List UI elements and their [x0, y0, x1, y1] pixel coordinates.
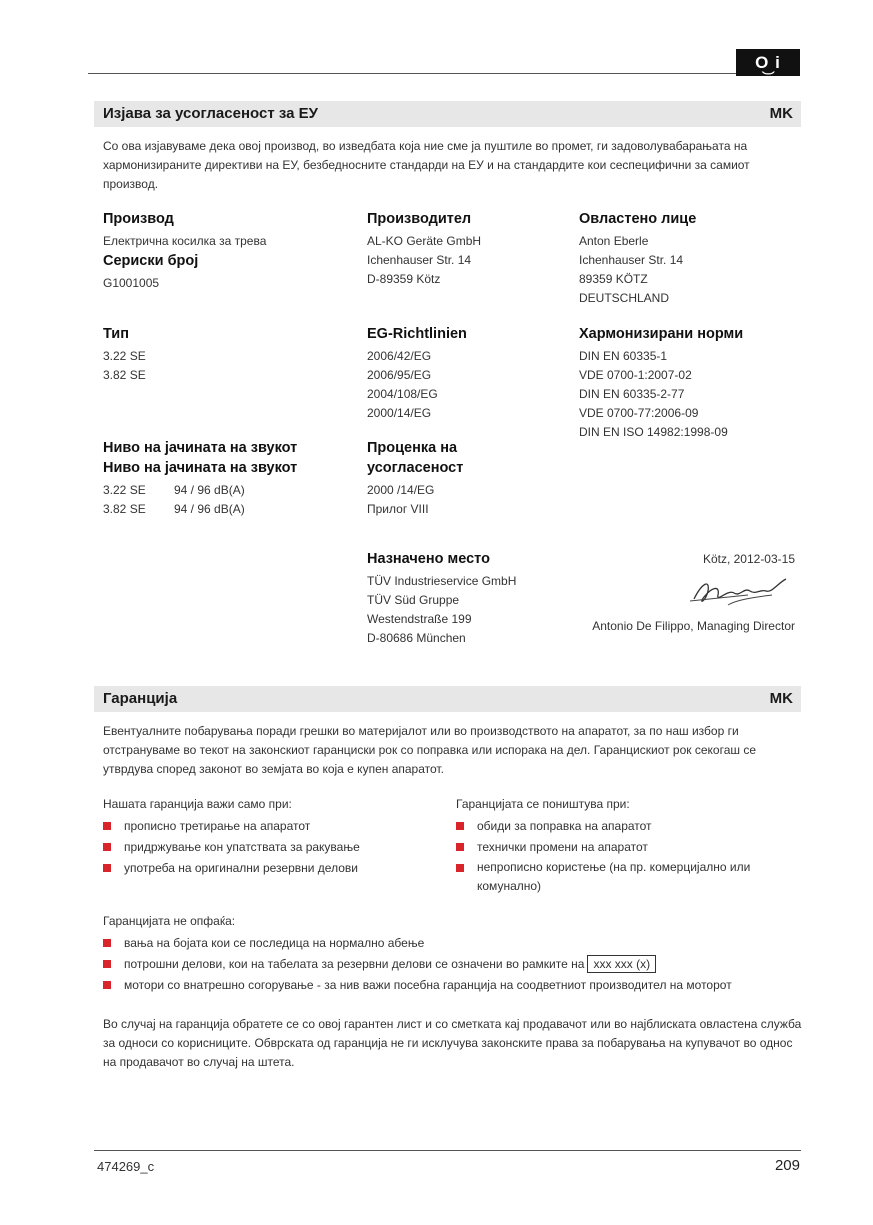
authorized-heading: Овластено лице — [579, 211, 697, 227]
page-number: 209 — [774, 1157, 800, 1174]
bullet-icon — [103, 843, 111, 851]
bullet-icon — [103, 939, 111, 947]
signatory: Antonio De Filippo, Managing Director — [592, 619, 795, 633]
bullet-icon — [103, 960, 111, 968]
sound-heading: Ниво на јачината на звукот — [103, 460, 298, 476]
warranty-title: Гаранција — [103, 690, 178, 707]
part-code-box: xxx xxx (x) — [587, 955, 656, 973]
warranty-valid-heading: Нашата гаранција важи само при: — [103, 797, 292, 811]
norm-item: DIN EN ISO 14982:1998-09 — [579, 425, 728, 439]
notified-line: Westendstraße 199 — [367, 612, 472, 626]
info-badge — [736, 49, 800, 76]
assessment-line: Прилог VIII — [367, 502, 429, 516]
declaration-title: Изјава за усогласеност за ЕУ — [103, 105, 318, 122]
warranty-closing: Во случај на гаранција обратете се со овој гарантен лист и со сметката кај продавачот или во најблиската овластена служба за односи со корисниците. Обврската од гаранција не ги исклучува законските права за побарувања на купувачот во однос на продавачот во случај на штета. — [103, 1017, 802, 1069]
sound-type: 3.82 SE — [103, 502, 146, 516]
bullet-icon — [456, 864, 464, 872]
authorized-line: 89359 KÖTZ — [579, 272, 648, 286]
warranty-language-code: MK — [769, 690, 793, 707]
warranty-header — [94, 686, 801, 712]
norm-item: DIN EN 60335-1 — [579, 349, 668, 363]
sound-row — [103, 500, 353, 519]
type-value: 3.82 SE — [103, 368, 146, 382]
type-heading: Тип — [103, 326, 129, 342]
product-heading: Производ — [103, 211, 174, 227]
notified-line: TÜV Industrieservice GmbH — [367, 574, 517, 588]
norms-heading: Хармонизирани норми — [579, 326, 744, 342]
warranty-void-block — [456, 795, 796, 896]
document-number: 474269_c — [97, 1159, 155, 1174]
manufacturer-line: AL-KO Geräte GmbH — [367, 234, 482, 248]
manufacturer-block — [367, 209, 567, 289]
product-block — [103, 209, 353, 293]
sound-type: 3.22 SE — [103, 483, 146, 497]
sound-value: 94 / 96 dB(A) — [174, 483, 245, 497]
warranty-valid-item: прописно третирање на апаратот — [103, 816, 443, 837]
norm-item: DIN EN 60335-2-77 — [579, 387, 685, 401]
warranty-void-heading: Гаранцијата се поништува при: — [456, 797, 630, 811]
manufacturer-heading: Производител — [367, 211, 472, 227]
notified-line: D-80686 München — [367, 631, 466, 645]
warranty-valid-item: придржување кон упатствата за ракување — [103, 837, 443, 858]
info-icon: O͜ i — [755, 53, 781, 72]
warranty-valid-item: употреба на оригинални резервни делови — [103, 858, 443, 879]
declaration-intro: Со ова изјавуваме дека овој производ, во изведбата која ние сме ја пуштиле во промет, ги задоволувабарањата на хармонизираните директиви на ЕУ, безбедносните стандарди на ЕУ и на стандардите кои сеспецифични за самиот производ. — [103, 139, 750, 191]
notified-block — [367, 549, 567, 648]
manufacturer-line: D-89359 Kötz — [367, 272, 441, 286]
serial-value: G1001005 — [103, 276, 160, 290]
sound-row — [103, 481, 353, 500]
assessment-line: 2000 /14/EG — [367, 483, 435, 497]
declaration-header — [94, 101, 801, 127]
warranty-void-item: технички промени на апаратот — [456, 837, 796, 858]
warranty-void-item: обиди за поправка на апаратот — [456, 816, 796, 837]
type-value: 3.22 SE — [103, 349, 146, 363]
sound-heading: Ниво на јачината на звукот — [103, 440, 298, 456]
eg-directive: 2000/14/EG — [367, 406, 432, 420]
eg-heading: EG-Richtlinien — [367, 326, 467, 342]
authorized-line: Anton Eberle — [579, 234, 649, 248]
eg-directive: 2006/42/EG — [367, 349, 432, 363]
norm-item: VDE 0700-1:2007-02 — [579, 368, 692, 382]
bullet-icon — [456, 843, 464, 851]
warranty-exclusion-item: потрошни делови, кои на табелата за резервни делови се означени во рамките на xxx xxx (x) — [103, 954, 803, 975]
bullet-icon — [103, 822, 111, 830]
top-rule — [88, 73, 800, 74]
sound-value: 94 / 96 dB(A) — [174, 502, 245, 516]
warranty-valid-block — [103, 795, 443, 879]
warranty-exclusion-item: мотори со внатрешно согорување - за нив важи посебна гаранција на соодветниот производител на моторот — [103, 975, 803, 996]
eg-directive: 2004/108/EG — [367, 387, 438, 401]
notified-heading: Назначено место — [367, 551, 490, 567]
eg-directive: 2006/95/EG — [367, 368, 432, 382]
place-date: Kötz, 2012-03-15 — [702, 552, 795, 566]
authorized-line: Ichenhauser Str. 14 — [579, 253, 684, 267]
declaration-language-code: MK — [769, 105, 793, 122]
assessment-heading: Проценка на — [367, 440, 458, 456]
serial-heading: Сериски број — [103, 253, 199, 269]
authorized-line: DEUTSCHLAND — [579, 291, 670, 305]
bullet-icon — [456, 822, 464, 830]
signature-image — [688, 575, 793, 611]
authorized-block — [579, 209, 799, 308]
norm-item: VDE 0700-77:2006-09 — [579, 406, 699, 420]
bottom-rule — [94, 1150, 801, 1151]
bullet-icon — [103, 981, 111, 989]
notified-line: TÜV Süd Gruppe — [367, 593, 460, 607]
warranty-exclusions-heading: Гаранцијата не опфаќа: — [103, 914, 236, 928]
warranty-exclusion-item: вања на бојата кои се последица на нормално абење — [103, 933, 803, 954]
bullet-icon — [103, 864, 111, 872]
assessment-heading: усогласеност — [367, 460, 464, 476]
type-block — [103, 324, 353, 385]
warranty-intro: Евентуалните побарувања поради грешки во материјалот или во производството на апаратот, за по наш избор ги отстрануваме во текот на законскиот гаранциски рок со поправка или испорака на дел. Гаранцискиот рок секогаш се утврдува според законот во земјата во која е купен апаратот. — [103, 724, 757, 776]
warranty-void-item: непрописно користење (на пр. комерцијално или комунално) — [456, 858, 796, 896]
warranty-exclusions-block — [103, 912, 803, 996]
manufacturer-line: Ichenhauser Str. 14 — [367, 253, 472, 267]
eg-block — [367, 324, 567, 423]
norms-block — [579, 324, 799, 442]
product-value: Електрична косилка за трева — [103, 234, 267, 248]
sound-block — [103, 438, 353, 519]
assessment-block — [367, 438, 567, 519]
